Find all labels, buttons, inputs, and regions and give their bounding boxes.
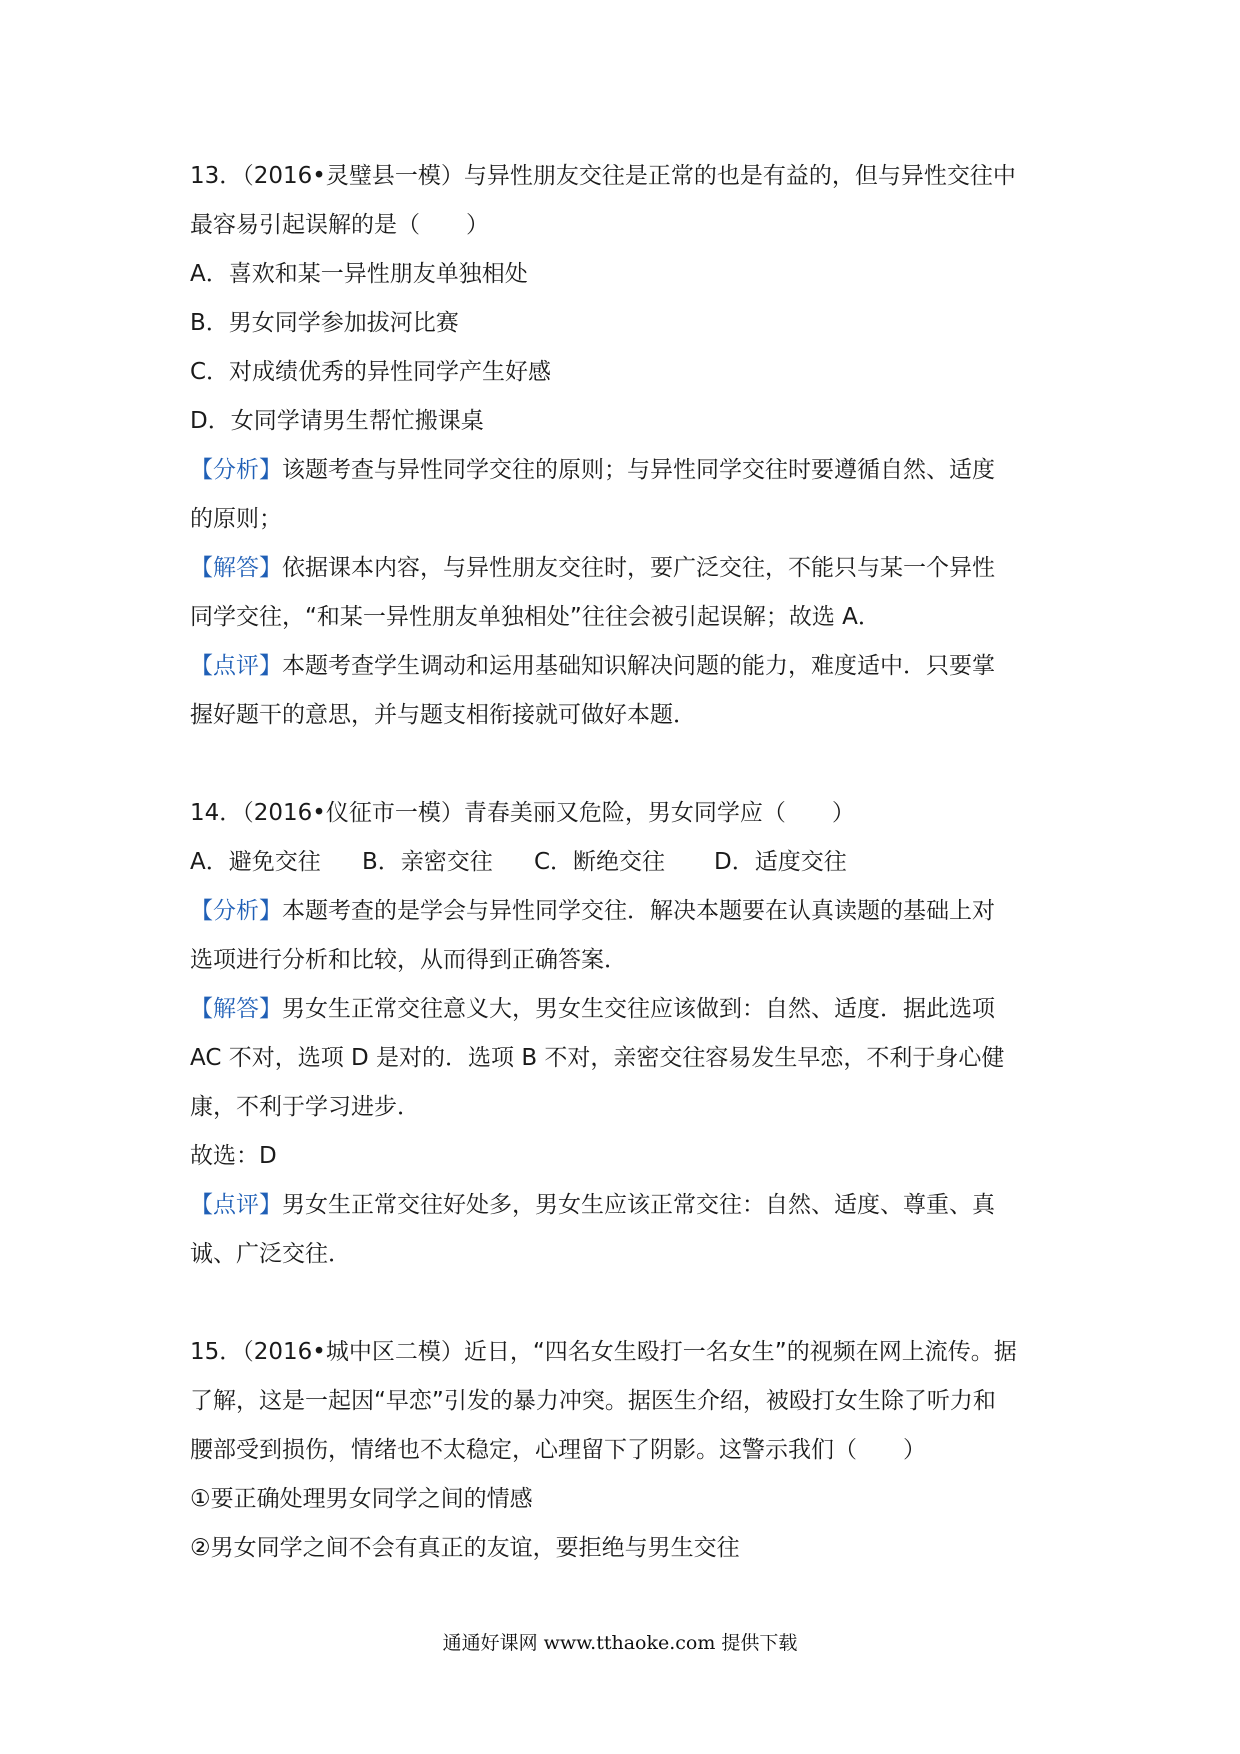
analysis-text: 该题考查与异性同学交往的原则；与异性同学交往时要遵循自然、适度 [282,457,995,483]
question-13-option-d: D．女同学请男生帮忙搬课桌 [190,408,484,434]
document-content [190,152,1060,1573]
question-14-comment-line-2: 诚、广泛交往． [190,1241,351,1267]
question-14-answer-line-4: 故选：D [190,1143,277,1169]
comment-tag: 【点评】 [190,1192,282,1218]
question-14-answer-line-3: 康，不利于学习进步． [190,1094,420,1120]
question-15-stem-line-2: 了解，这是一起因“早恋”引发的暴力冲突。据医生介绍，被殴打女生除了听力和 [190,1388,996,1414]
question-15-item-1: ①要正确处理男女同学之间的情感 [190,1486,533,1512]
question-13-stem-line-2: 最容易引起误解的是（ ） [190,212,489,238]
question-14-answer-line-2: AC 不对，选项 D 是对的．选项 B 不对，亲密交往容易发生早恋，不利于身心健 [190,1045,1005,1071]
comment-text: 男女生正常交往好处多，男女生应该正常交往：自然、适度、尊重、真 [282,1192,995,1218]
question-15 [190,1328,1060,1573]
question-15-stem-line-1: 15．（2016•城中区二模）近日，“四名女生殴打一名女生”的视频在网上流传。据 [190,1339,1017,1365]
question-14-answer-line-1 [190,985,1060,1034]
question-14-option-b: B．亲密交往 [362,849,493,875]
answer-text: 依据课本内容，与异性朋友交往时，要广泛交往，不能只与某一个异性 [282,555,995,581]
analysis-tag: 【分析】 [190,898,282,924]
question-14-comment-line-1 [190,1181,1060,1230]
question-13-comment-line-2: 握好题干的意思，并与题支相衔接就可做好本题． [190,702,696,728]
question-15-item-2: ②男女同学之间不会有真正的友谊，要拒绝与男生交往 [190,1535,740,1561]
answer-tag: 【解答】 [190,555,282,581]
analysis-text: 本题考查的是学会与异性同学交往．解决本题要在认真读题的基础上对 [282,898,995,924]
spacer [190,1279,1060,1328]
question-14-analysis-line-1 [190,887,1060,936]
comment-tag: 【点评】 [190,653,282,679]
question-13-option-c: C．对成绩优秀的异性同学产生好感 [190,359,552,385]
answer-text: 男女生正常交往意义大，男女生交往应该做到：自然、适度．据此选项 [282,996,995,1022]
question-14 [190,789,1060,1279]
question-15-stem-line-3: 腰部受到损伤，情绪也不太稳定，心理留下了阴影。这警示我们（ ） [190,1437,926,1463]
question-14-option-c: C．断绝交往 [534,849,666,875]
question-13 [190,152,1060,740]
analysis-tag: 【分析】 [190,457,282,483]
page-footer[interactable]: 通通好课网 www.tthaoke.com 提供下载 [442,1632,798,1654]
question-13-analysis-line-1 [190,446,1060,495]
question-14-option-d: D．适度交往 [714,849,847,875]
question-13-analysis-line-2: 的原则； [190,506,282,532]
question-13-comment-line-1 [190,642,1060,691]
question-13-answer-line-1 [190,544,1060,593]
question-14-stem-line-1: 14．（2016•仪征市一模）青春美丽又危险，男女同学应（ ） [190,800,855,826]
question-13-answer-line-2: 同学交往，“和某一异性朋友单独相处”往往会被引起误解；故选 A． [190,604,881,630]
question-14-option-a: A．避免交往 [190,849,321,875]
question-13-option-a: A．喜欢和某一异性朋友单独相处 [190,261,528,287]
spacer [190,740,1060,789]
question-14-options [190,838,1060,887]
question-14-analysis-line-2: 选项进行分析和比较，从而得到正确答案． [190,947,627,973]
comment-text: 本题考查学生调动和运用基础知识解决问题的能力，难度适中．只要掌 [282,653,995,679]
question-13-stem-line-1: 13．（2016•灵璧县一模）与异性朋友交往是正常的也是有益的，但与异性交往中 [190,163,1016,189]
answer-tag: 【解答】 [190,996,282,1022]
question-13-option-b: B．男女同学参加拔河比赛 [190,310,459,336]
